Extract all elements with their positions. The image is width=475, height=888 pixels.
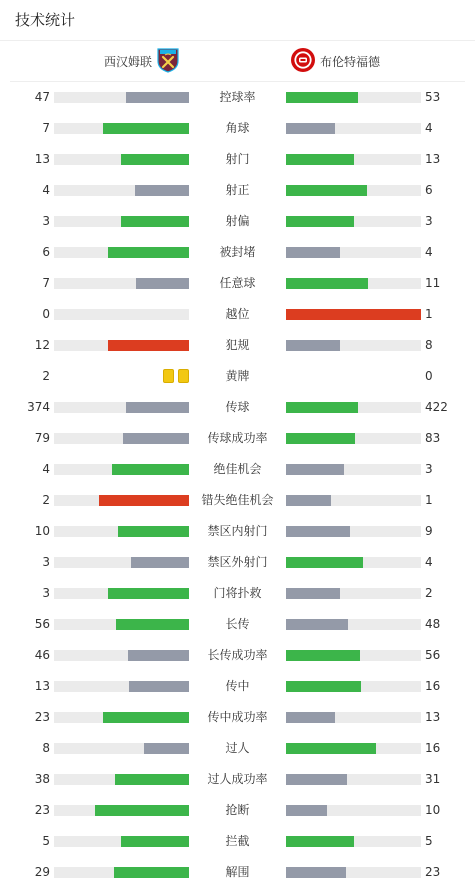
away-stat-value: 23: [425, 865, 441, 879]
home-stat-value: 23: [34, 710, 50, 724]
away-stat-bar-fill: [286, 309, 421, 320]
home-stat-bar-fill: [135, 185, 189, 196]
home-stat-value: 374: [27, 400, 50, 414]
stat-label: 过人: [225, 741, 250, 755]
away-stat-bar-fill: [286, 433, 355, 444]
away-stat-bar: [286, 495, 421, 506]
page-title-text: 技术统计: [15, 11, 76, 29]
home-stat-bar: [54, 712, 189, 723]
away-stat-value: 56: [425, 648, 441, 662]
home-stat-value: 79: [34, 431, 50, 445]
stat-row: [0, 454, 475, 485]
home-stat-bar-fill: [115, 774, 189, 785]
home-stat-value: 8: [42, 741, 50, 755]
stat-label: 控球率: [219, 90, 256, 104]
home-stat-bar-fill: [108, 247, 189, 258]
away-stat-bar-fill: [286, 743, 376, 754]
away-stat-bar-fill: [286, 247, 340, 258]
away-stat-value: 5: [425, 834, 433, 848]
away-stat-value: 13: [425, 152, 441, 166]
home-stat-bar: [54, 123, 189, 134]
home-stat-value: 38: [34, 772, 50, 786]
away-stat-value: 4: [425, 555, 433, 569]
home-stat-value: 5: [42, 834, 50, 848]
away-stat-bar: [286, 619, 421, 630]
away-stat-value: 4: [425, 245, 433, 259]
stat-label: 禁区外射门: [207, 555, 268, 569]
away-stat-bar-fill: [286, 92, 358, 103]
away-stat-value: 1: [425, 307, 433, 321]
away-stat-bar: [286, 712, 421, 723]
home-stat-bar: [54, 92, 189, 103]
home-stat-value: 23: [34, 803, 50, 817]
teams-header: [10, 41, 465, 82]
stat-label: 长传: [225, 617, 250, 631]
stat-row: [0, 702, 475, 733]
away-stat-bar-fill: [286, 619, 348, 630]
home-stat-bar-fill: [114, 867, 189, 878]
stat-label: 过人成功率: [207, 772, 268, 786]
stat-label: 被封堵: [219, 245, 256, 259]
away-stat-bar: [286, 92, 421, 103]
away-stat-bar: [286, 154, 421, 165]
away-stat-value: 422: [425, 400, 448, 414]
away-stat-bar: [286, 185, 421, 196]
away-stat-bar: [286, 805, 421, 816]
away-stat-bar-fill: [286, 805, 327, 816]
home-stat-bar: [54, 526, 189, 537]
home-stat-bar-fill: [116, 619, 189, 630]
away-stat-bar: [286, 278, 421, 289]
away-stat-bar-fill: [286, 123, 335, 134]
away-stat-value: 16: [425, 741, 441, 755]
home-stat-value: 13: [34, 152, 50, 166]
home-stat-bar: [54, 247, 189, 258]
home-stat-value: 6: [42, 245, 50, 259]
home-stat-bar: [54, 681, 189, 692]
home-stat-bar-fill: [112, 464, 189, 475]
home-stat-bar: [54, 774, 189, 785]
away-stat-bar-fill: [286, 650, 360, 661]
away-stat-bar: [286, 123, 421, 134]
home-stat-bar: [54, 619, 189, 630]
stat-label: 拦截: [225, 834, 250, 848]
home-stat-value: 46: [34, 648, 50, 662]
home-stat-bar: [54, 805, 189, 816]
stat-row: [0, 423, 475, 454]
stat-label: 黄牌: [225, 369, 250, 383]
away-stat-value: 2: [425, 586, 433, 600]
away-stat-value: 10: [425, 803, 441, 817]
home-stat-bar: [54, 867, 189, 878]
stat-label: 传中成功率: [207, 710, 268, 724]
home-stat-value: 7: [42, 121, 50, 135]
away-stat-value: 53: [425, 90, 441, 104]
home-stat-value: 29: [34, 865, 50, 879]
home-stat-bar: [54, 464, 189, 475]
stat-row: [0, 485, 475, 516]
away-team-name: 布伦特福德: [320, 54, 381, 69]
away-team[interactable]: [290, 48, 380, 74]
stat-row: [0, 113, 475, 144]
home-stat-bar: [54, 743, 189, 754]
stat-row: [0, 299, 475, 330]
home-stat-value: 4: [42, 462, 50, 476]
away-stat-bar-fill: [286, 495, 331, 506]
stat-label: 射偏: [225, 214, 250, 228]
away-stat-bar: [286, 650, 421, 661]
home-stat-bar-fill: [121, 154, 189, 165]
away-stat-bar-fill: [286, 867, 346, 878]
away-stat-bar: [286, 743, 421, 754]
home-stat-bar-fill: [103, 712, 189, 723]
stat-label: 门将扑救: [213, 586, 262, 600]
yellow-card-icon: [163, 369, 174, 383]
home-stat-bar-fill: [95, 805, 189, 816]
home-stat-bar-fill: [126, 92, 189, 103]
stat-label: 解围: [225, 865, 250, 879]
home-stat-value: 2: [42, 369, 50, 383]
home-stat-value: 0: [42, 307, 50, 321]
stat-row: [0, 857, 475, 888]
home-stat-bar-fill: [136, 278, 189, 289]
away-stat-bar-fill: [286, 836, 354, 847]
away-stat-bar: [286, 402, 421, 413]
away-stat-bar-fill: [286, 557, 363, 568]
stat-label: 角球: [225, 121, 250, 135]
stat-label: 绝佳机会: [213, 462, 262, 476]
home-stat-bar-fill: [118, 526, 189, 537]
stat-row: [0, 578, 475, 609]
home-stat-bar: [54, 185, 189, 196]
stat-row: [0, 547, 475, 578]
stat-row: [0, 82, 475, 113]
away-stat-bar-fill: [286, 774, 347, 785]
home-stat-bar: [54, 588, 189, 599]
away-stat-value: 9: [425, 524, 433, 538]
away-stat-bar-fill: [286, 464, 344, 475]
home-stat-value: 3: [42, 555, 50, 569]
home-stat-bar-fill: [99, 495, 189, 506]
away-stat-value: 0: [425, 369, 433, 383]
home-team[interactable]: [104, 48, 180, 74]
stat-row: [0, 671, 475, 702]
stat-row: [0, 361, 475, 392]
away-stat-bar: [286, 681, 421, 692]
away-stat-bar: [286, 216, 421, 227]
home-stat-bar-fill: [144, 743, 189, 754]
stat-row: [0, 516, 475, 547]
away-stat-bar: [286, 836, 421, 847]
away-stat-value: 48: [425, 617, 441, 631]
stat-label: 错失绝佳机会: [201, 493, 274, 507]
home-stat-value: 47: [34, 90, 50, 104]
away-stat-bar: [286, 464, 421, 475]
stat-label: 长传成功率: [207, 648, 268, 662]
away-stat-value: 3: [425, 214, 433, 228]
home-stat-bar: [54, 402, 189, 413]
home-stat-value: 4: [42, 183, 50, 197]
away-stat-bar: [286, 526, 421, 537]
yellow-card-icon: [178, 369, 189, 383]
away-stat-bar-fill: [286, 185, 367, 196]
west-ham-crest-icon: [156, 47, 180, 76]
stat-label: 越位: [225, 307, 250, 321]
home-stat-bar: [54, 650, 189, 661]
away-stat-bar-fill: [286, 340, 340, 351]
stat-row: [0, 175, 475, 206]
home-stat-bar-fill: [131, 557, 189, 568]
away-stat-bar-fill: [286, 154, 354, 165]
stats-list: [0, 82, 475, 888]
stat-row: [0, 640, 475, 671]
stat-row: [0, 330, 475, 361]
home-stat-bar: [54, 278, 189, 289]
away-stat-bar: [286, 774, 421, 785]
home-stat-value: 56: [34, 617, 50, 631]
home-stat-bar: [54, 433, 189, 444]
home-stat-bar: [54, 309, 189, 320]
home-stat-bar: [54, 557, 189, 568]
stat-label: 抢断: [225, 803, 250, 817]
home-stat-bar: [54, 495, 189, 506]
home-stat-value: 7: [42, 276, 50, 290]
away-stat-bar: [286, 557, 421, 568]
home-stat-bar: [54, 216, 189, 227]
away-stat-bar: [286, 433, 421, 444]
stat-label: 射门: [225, 152, 250, 166]
home-stat-bar-fill: [121, 836, 189, 847]
stat-row: [0, 609, 475, 640]
home-team-name: 西汉姆联: [103, 54, 152, 69]
home-stat-bar-fill: [129, 681, 189, 692]
away-stat-value: 8: [425, 338, 433, 352]
home-stat-value: 3: [42, 586, 50, 600]
stat-row: [0, 826, 475, 857]
home-stat-bar: [54, 154, 189, 165]
home-stat-bar-fill: [108, 588, 189, 599]
away-stat-bar: [286, 309, 421, 320]
stat-row: [0, 764, 475, 795]
home-stat-bar-fill: [126, 402, 189, 413]
stat-row: [0, 237, 475, 268]
away-stat-bar: [286, 247, 421, 258]
home-stat-bar-fill: [108, 340, 189, 351]
away-stat-bar-fill: [286, 681, 361, 692]
away-stat-value: 3: [425, 462, 433, 476]
home-stat-value: 3: [42, 214, 50, 228]
home-stat-value: 12: [34, 338, 50, 352]
away-stat-bar: [286, 867, 421, 878]
stat-label: 禁区内射门: [207, 524, 268, 538]
home-stat-bar-fill: [121, 216, 189, 227]
home-stat-bar-fill: [123, 433, 189, 444]
stat-label: 犯规: [225, 338, 250, 352]
home-stat-bar: [54, 340, 189, 351]
stat-label: 传中: [225, 679, 250, 693]
stat-label: 射正: [225, 183, 250, 197]
stat-label: 传球: [225, 400, 250, 414]
page-title: [0, 0, 475, 41]
away-stat-bar-fill: [286, 216, 354, 227]
away-stat-bar-fill: [286, 712, 335, 723]
home-stat-value: 13: [34, 679, 50, 693]
away-stat-bar-fill: [286, 526, 350, 537]
away-stat-value: 11: [425, 276, 441, 290]
stat-row: [0, 268, 475, 299]
home-stat-bar-fill: [103, 123, 189, 134]
brentford-crest-icon: [290, 47, 316, 76]
stat-label: 传球成功率: [207, 431, 268, 445]
stat-row: [0, 392, 475, 423]
home-stat-value: 10: [34, 524, 50, 538]
home-stat-bar: [54, 836, 189, 847]
stat-row: [0, 144, 475, 175]
stat-row: [0, 733, 475, 764]
home-yellow-cards: [163, 369, 189, 383]
away-stat-bar: [286, 340, 421, 351]
away-stat-value: 31: [425, 772, 441, 786]
home-stat-bar-fill: [128, 650, 189, 661]
stat-row: [0, 795, 475, 826]
away-stat-bar: [286, 588, 421, 599]
stat-label: 任意球: [219, 276, 256, 290]
away-stat-value: 16: [425, 679, 441, 693]
away-stat-value: 1: [425, 493, 433, 507]
home-stat-value: 2: [42, 493, 50, 507]
away-stat-value: 83: [425, 431, 441, 445]
away-stat-value: 6: [425, 183, 433, 197]
away-stat-bar-fill: [286, 588, 340, 599]
stat-row: [0, 206, 475, 237]
away-stat-bar-fill: [286, 402, 358, 413]
away-stat-bar-fill: [286, 278, 368, 289]
away-stat-value: 4: [425, 121, 433, 135]
away-stat-value: 13: [425, 710, 441, 724]
